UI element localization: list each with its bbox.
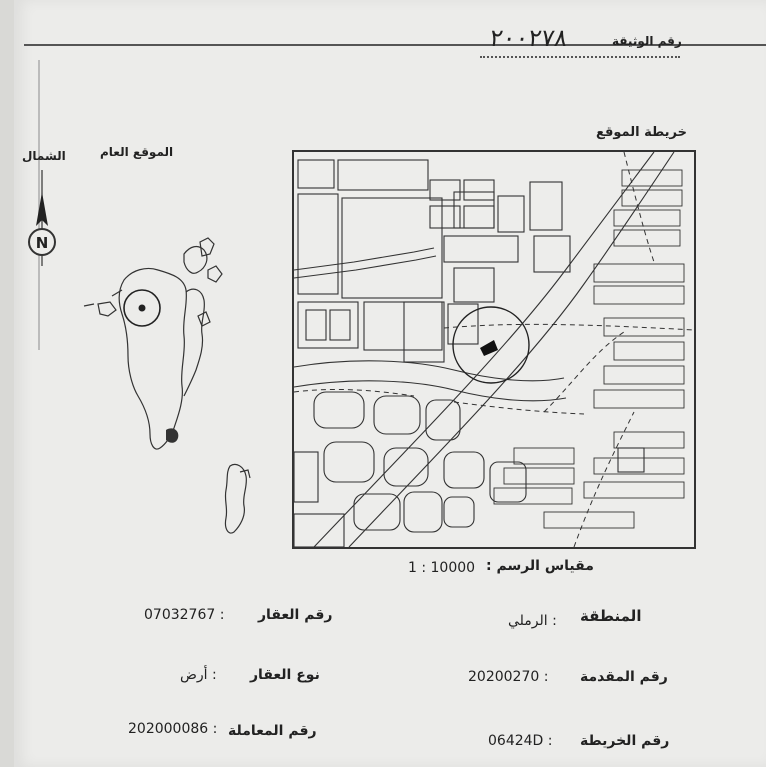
field-area	[580, 606, 641, 628]
property-number-label: رقم العقار	[258, 607, 333, 623]
transaction-number-label: رقم المعاملة	[228, 723, 317, 739]
field-map-number-value: 06424D :	[488, 733, 553, 749]
north-title: الشمال	[22, 149, 66, 163]
property-number-value: 07032767	[144, 607, 216, 623]
map-number-value: 06424D	[488, 733, 544, 749]
overview-map-title: الموقع العام	[100, 145, 174, 159]
field-transaction-number-value: 202000086 :	[128, 721, 218, 737]
north-arrow-icon	[22, 168, 62, 268]
field-property-type-value: أرض :	[180, 667, 217, 683]
map-number-label: رقم الخريطة	[580, 733, 670, 749]
transaction-number-value: 202000086	[128, 721, 209, 737]
field-introduction-number-value: 20200270 :	[468, 669, 549, 685]
document-number-label: رقم الوثيقة	[612, 34, 682, 48]
field-property-number	[258, 604, 332, 626]
field-property-type	[250, 664, 320, 686]
field-map-number	[580, 730, 669, 752]
property-type-value: أرض	[180, 667, 208, 683]
site-map	[292, 150, 696, 549]
field-introduction-number	[580, 666, 668, 688]
area-value: الرملي	[508, 613, 548, 629]
scale-label: مقياس الرسم :	[486, 558, 594, 574]
field-property-number-value: 07032767 :	[144, 607, 225, 623]
field-transaction-number	[228, 720, 317, 742]
scale-value: 1 : 10000	[408, 560, 476, 576]
document-number-value: ٢٠٠٢٧٨	[488, 24, 570, 52]
area-label: المنطقة	[580, 607, 642, 625]
field-area-value: الرملي :	[508, 613, 557, 629]
property-type-label: نوع العقار	[250, 667, 320, 683]
north-letter: N	[35, 234, 49, 252]
document-number-dotted-line	[480, 56, 680, 58]
introduction-number-value: 20200270	[468, 669, 540, 685]
overview-map	[80, 230, 270, 550]
introduction-number-label: رقم المقدمة	[580, 669, 668, 685]
site-map-title: خريطة الموقع	[596, 125, 688, 140]
